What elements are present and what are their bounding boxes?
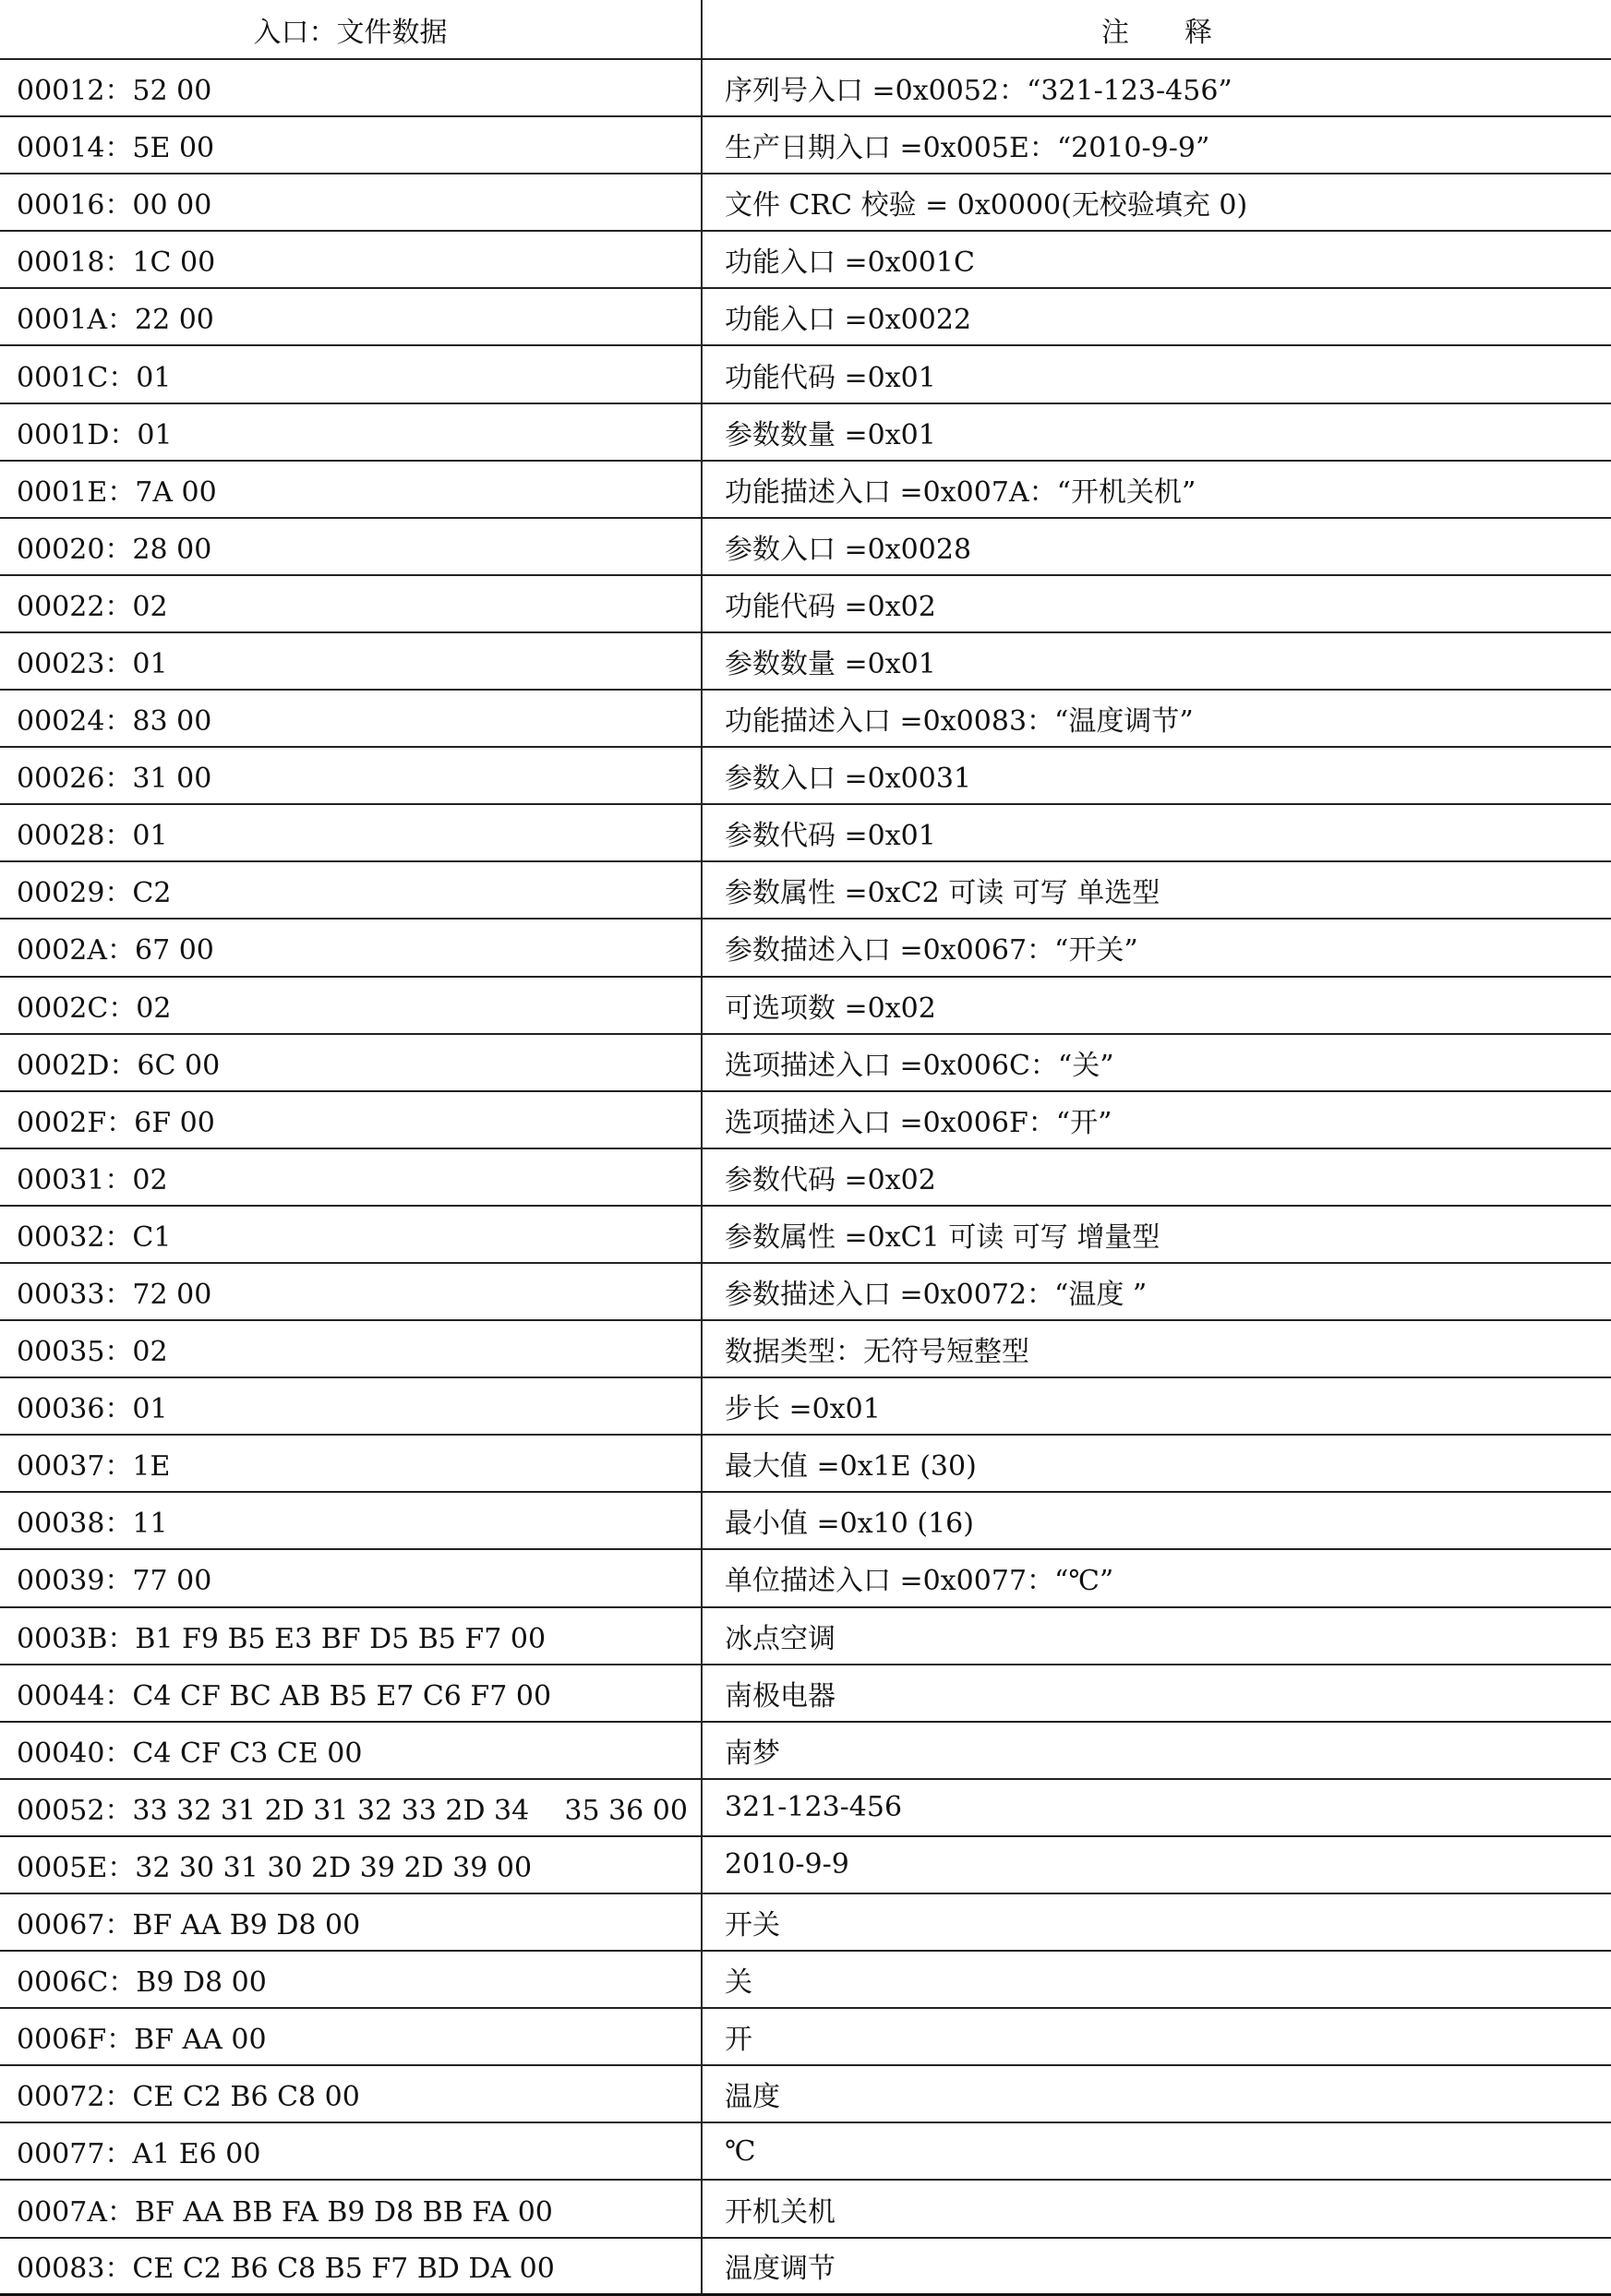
entry-data-cell: 00023：01 [0,632,702,690]
entry-data-cell: 00040：C4 CF C3 CE 00 [0,1722,702,1779]
entry-data-cell: 0002C：02 [0,977,702,1034]
comment-cell: 参数入口 =0x0028 [702,518,1611,575]
comment-cell: 选项描述入口 =0x006C：“关” [702,1034,1611,1091]
entry-data-cell: 0002D：6C 00 [0,1034,702,1091]
table-row [0,59,1611,116]
table-row [0,1779,1611,1836]
table-row [0,1435,1611,1492]
comment-cell: 功能入口 =0x0022 [702,288,1611,345]
entry-data-cell: 0005E：32 30 31 30 2D 39 2D 39 00 [0,1836,702,1893]
comment-cell: 参数数量 =0x01 [702,632,1611,690]
comment-cell: 参数描述入口 =0x0072：“温度 ” [702,1263,1611,1320]
comment-cell: 参数入口 =0x0031 [702,747,1611,804]
comment-cell: 关 [702,1951,1611,2008]
table-row [0,1549,1611,1606]
table-row [0,2008,1611,2065]
table-row [0,1320,1611,1377]
table-row [0,2238,1611,2295]
table-row [0,116,1611,174]
comment-cell: 参数代码 =0x01 [702,804,1611,861]
entry-data-cell: 00035：02 [0,1320,702,1377]
table-row [0,1377,1611,1435]
comment-cell: 最大值 =0x1E (30) [702,1435,1611,1492]
entry-data-cell: 00029：C2 [0,861,702,919]
table-row [0,632,1611,690]
comment-cell: 参数属性 =0xC1 可读 可写 增量型 [702,1206,1611,1263]
entry-data-cell: 00037：1E [0,1435,702,1492]
entry-data-cell: 00039：77 00 [0,1549,702,1606]
table-row [0,2180,1611,2237]
comment-cell: 生产日期入口 =0x005E：“2010-9-9” [702,116,1611,174]
entry-data-cell: 00022：02 [0,575,702,632]
table-row [0,1722,1611,1779]
entry-data-cell: 0006F：BF AA 00 [0,2008,702,2065]
table-body [0,59,1611,2295]
entry-data-cell: 00072：CE C2 B6 C8 00 [0,2065,702,2122]
entry-data-cell: 00016：00 00 [0,174,702,231]
table-row [0,1893,1611,1951]
comment-cell: 冰点空调 [702,1607,1611,1665]
entry-data-cell: 0007A：BF AA BB FA B9 D8 BB FA 00 [0,2180,702,2237]
entry-data-cell: 0001C：01 [0,345,702,403]
comment-cell: 文件 CRC 校验 = 0x0000(无校验填充 0) [702,174,1611,231]
entry-data-cell: 00033：72 00 [0,1263,702,1320]
entry-data-cell: 0003B：B1 F9 B5 E3 BF D5 B5 F7 00 [0,1607,702,1665]
table-row [0,174,1611,231]
entry-data-cell: 00028：01 [0,804,702,861]
entry-data-cell: 00024：83 00 [0,690,702,747]
comment-cell: 南极电器 [702,1665,1611,1722]
header-comment: 注 释 [702,0,1611,59]
comment-cell: 开 [702,2008,1611,2065]
comment-cell: 2010-9-9 [702,1836,1611,1893]
table-row [0,1206,1611,1263]
table-row [0,1091,1611,1148]
entry-data-cell: 00038：11 [0,1492,702,1549]
comment-cell: 开机关机 [702,2180,1611,2237]
entry-data-cell: 00026：31 00 [0,747,702,804]
table-row [0,1951,1611,2008]
table-row [0,1263,1611,1320]
entry-data-cell: 00020：28 00 [0,518,702,575]
comment-cell: 参数代码 =0x02 [702,1148,1611,1206]
table-row [0,231,1611,288]
comment-cell: ℃ [702,2122,1611,2180]
table-header-row [0,0,1611,59]
entry-data-cell: 00077：A1 E6 00 [0,2122,702,2180]
comment-cell: 温度 [702,2065,1611,2122]
table-row [0,1665,1611,1722]
comment-cell: 数据类型：无符号短整型 [702,1320,1611,1377]
comment-cell: 参数属性 =0xC2 可读 可写 单选型 [702,861,1611,919]
table-row [0,1148,1611,1206]
table-row [0,861,1611,919]
entry-data-cell: 00067：BF AA B9 D8 00 [0,1893,702,1951]
table-row [0,919,1611,976]
comment-cell: 开关 [702,1893,1611,1951]
comment-cell: 步长 =0x01 [702,1377,1611,1435]
table-row [0,403,1611,461]
table-row [0,288,1611,345]
entry-data-cell: 00036：01 [0,1377,702,1435]
entry-data-cell: 00012：52 00 [0,59,702,116]
comment-cell: 可选项数 =0x02 [702,977,1611,1034]
entry-data-cell: 0001A：22 00 [0,288,702,345]
comment-cell: 参数数量 =0x01 [702,403,1611,461]
entry-data-cell: 00083：CE C2 B6 C8 B5 F7 BD DA 00 [0,2238,702,2295]
table-row [0,690,1611,747]
entry-data-cell: 0002A：67 00 [0,919,702,976]
table-row [0,1836,1611,1893]
table-row [0,575,1611,632]
entry-data-cell: 00018：1C 00 [0,231,702,288]
table-row [0,461,1611,518]
entry-data-cell: 0001E：7A 00 [0,461,702,518]
comment-cell: 功能代码 =0x02 [702,575,1611,632]
entry-data-cell: 0001D：01 [0,403,702,461]
entry-data-cell: 00052：33 32 31 2D 31 32 33 2D 34 35 36 00 [0,1779,702,1836]
entry-data-cell: 00031：02 [0,1148,702,1206]
comment-cell: 功能入口 =0x001C [702,231,1611,288]
comment-cell: 单位描述入口 =0x0077：“℃” [702,1549,1611,1606]
entry-data-cell: 00032：C1 [0,1206,702,1263]
entry-data-cell: 00014：5E 00 [0,116,702,174]
comment-cell: 选项描述入口 =0x006F：“开” [702,1091,1611,1148]
comment-cell: 功能描述入口 =0x007A：“开机关机” [702,461,1611,518]
comment-cell: 参数描述入口 =0x0067：“开关” [702,919,1611,976]
comment-cell: 最小值 =0x10 (16) [702,1492,1611,1549]
table-row [0,518,1611,575]
table-row [0,804,1611,861]
table-row [0,345,1611,403]
table-row [0,1034,1611,1091]
comment-cell: 功能代码 =0x01 [702,345,1611,403]
table-row [0,1607,1611,1665]
table-row [0,747,1611,804]
comment-cell: 温度调节 [702,2238,1611,2295]
table-row [0,2065,1611,2122]
comment-cell: 功能描述入口 =0x0083：“温度调节” [702,690,1611,747]
comment-cell: 序列号入口 =0x0052：“321-123-456” [702,59,1611,116]
entry-data-cell: 00044：C4 CF BC AB B5 E7 C6 F7 00 [0,1665,702,1722]
table-row [0,1492,1611,1549]
table-row [0,2122,1611,2180]
header-entry-data: 入口：文件数据 [0,0,702,59]
comment-cell: 南梦 [702,1722,1611,1779]
table-row [0,977,1611,1034]
entry-data-cell: 0002F：6F 00 [0,1091,702,1148]
entry-data-cell: 0006C：B9 D8 00 [0,1951,702,2008]
comment-cell: 321-123-456 [702,1779,1611,1836]
